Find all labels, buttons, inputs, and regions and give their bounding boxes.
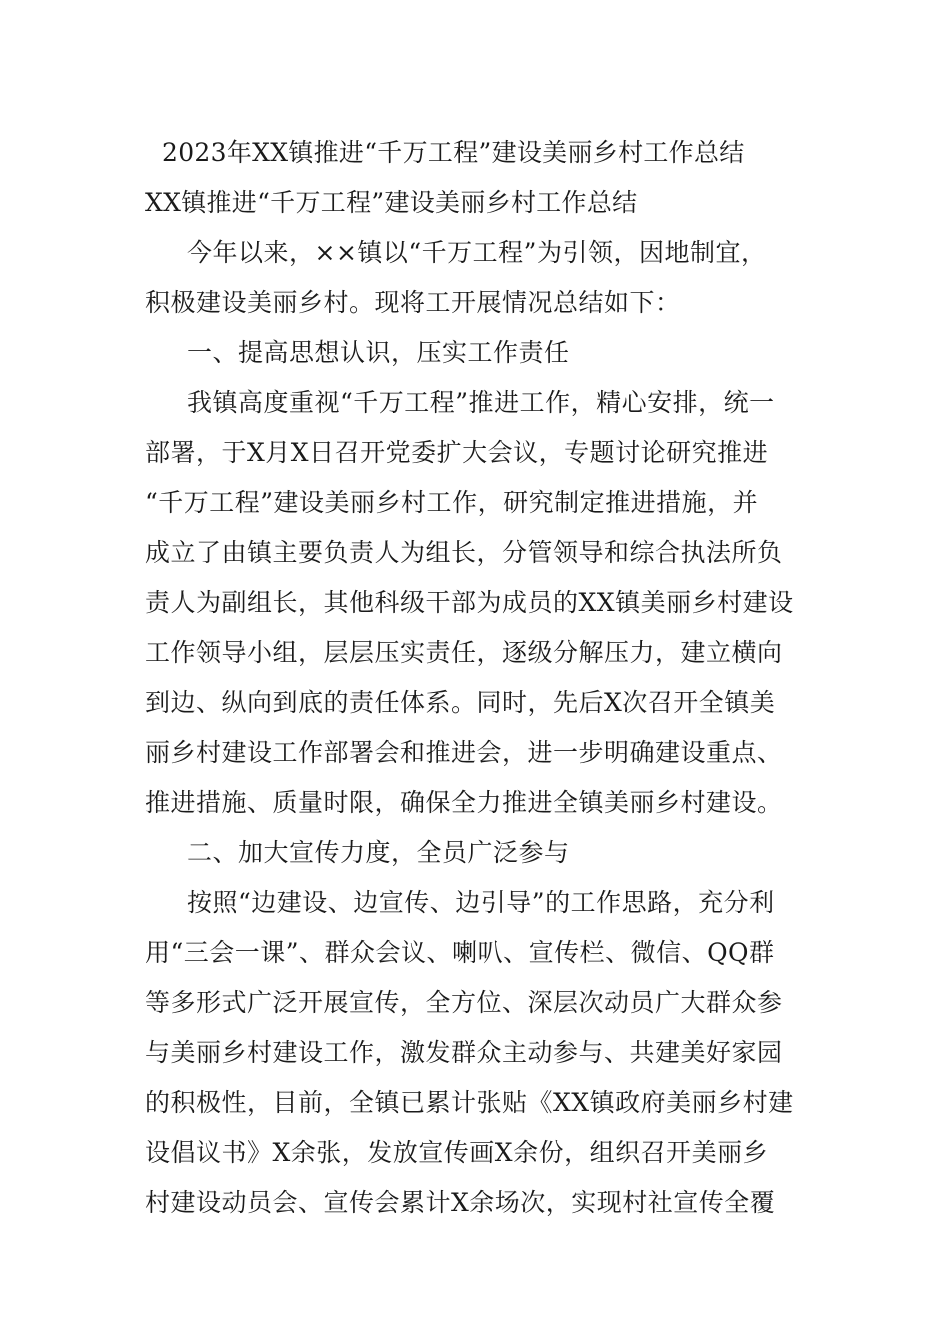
paragraph-section-2-line: 村建设动员会、宣传会累计X余场次，实现村社宣传全覆 — [145, 1188, 776, 1217]
paragraph-section-1-line: 我镇高度重视“千万工程”推进工作，精心安排，统一 — [187, 388, 775, 417]
paragraph-section-1-line: 到边、纵向到底的责任体系。同时，先后X次召开全镇美 — [145, 688, 776, 717]
document-body — [145, 128, 810, 1228]
paragraph-section-1-line: 工作领导小组，层层压实责任，逐级分解压力，建立横向 — [145, 638, 783, 667]
paragraph-intro-line: 积极建设美丽乡村。现将工开展情况总结如下： — [145, 288, 681, 317]
paragraph-section-2-line: 设倡议书》X余张，发放宣传画X余份，组织召开美丽乡 — [145, 1138, 769, 1167]
paragraph-section-2-line: 用“三会一课”、群众会议、喇叭、宣传栏、微信、QQ群 — [145, 938, 775, 967]
paragraph-section-1-line: 责人为副组长，其他科级干部为成员的XX镇美丽乡村建设 — [145, 588, 794, 617]
paragraph-section-1-line: 推进措施、质量时限，确保全力推进全镇美丽乡村建设。 — [145, 788, 783, 817]
paragraph-section-1-line: 部署，于X月X日召开党委扩大会议，专题讨论研究推进 — [145, 438, 769, 467]
paragraph-section-2-line: 按照“边建设、边宣传、边引导”的工作思路，充分利 — [187, 888, 775, 917]
paragraph-section-1-line: “千万工程”建设美丽乡村工作，研究制定推进措施，并 — [145, 488, 759, 517]
paragraph-intro-line: 今年以来，××镇以“千万工程”为引领，因地制宜， — [187, 238, 767, 267]
paragraph-section-2-line: 的积极性，目前，全镇已累计张贴《XX镇政府美丽乡村建 — [145, 1088, 794, 1117]
section-heading-1: 一、提高思想认识，压实工作责任 — [187, 338, 570, 367]
paragraph-section-1-line: 丽乡村建设工作部署会和推进会，进一步明确建设重点、 — [145, 738, 783, 767]
paragraph-section-1-line: 成立了由镇主要负责人为组长，分管领导和综合执法所负 — [145, 538, 783, 567]
section-heading-2: 二、加大宣传力度，全员广泛参与 — [187, 838, 570, 867]
paragraph-section-2-line: 与美丽乡村建设工作，激发群众主动参与、共建美好家园 — [145, 1038, 783, 1067]
paragraph-section-2-line: 等多形式广泛开展宣传，全方位、深层次动员广大群众参 — [145, 988, 783, 1017]
document-subtitle: XX镇推进“千万工程”建设美丽乡村工作总结 — [145, 188, 638, 217]
document-title: 2023年XX镇推进“千万工程”建设美丽乡村工作总结 — [162, 138, 745, 167]
